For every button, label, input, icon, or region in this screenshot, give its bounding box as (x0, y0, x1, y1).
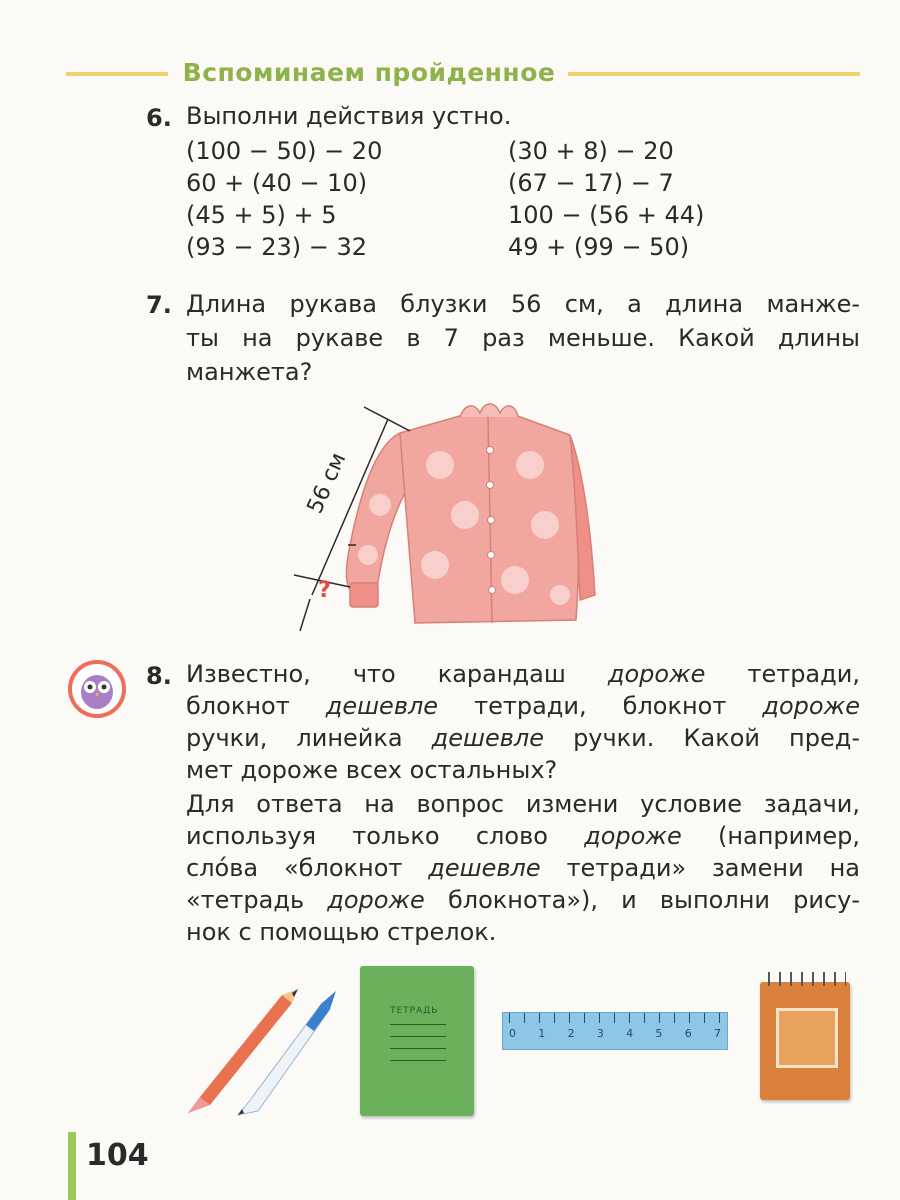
task8-line: мет дороже всех остальных? (186, 756, 558, 784)
task7-line: Длина рукава блузки 56 см, а длина манже- (186, 290, 860, 318)
task8-line: Для ответа на вопрос измени условие задачи, (186, 790, 860, 818)
task8-line: Известно, что карандаш дороже тетради, (186, 660, 860, 688)
pen-icon (238, 991, 336, 1115)
blouse-icon (346, 404, 595, 623)
ruler-icon (502, 1012, 728, 1050)
notepad-icon (760, 982, 850, 1100)
page-number: 104 (86, 1138, 149, 1173)
task8-line: блокнот дешевле тетради, блокнот дороже (186, 692, 860, 720)
section-title: Вспоминаем пройденное (182, 58, 556, 87)
task6-expression: 60 + (40 − 10) (186, 169, 368, 197)
section-header (0, 58, 900, 92)
task8-line: «тетрадь дороже блокнота»), и выполни рису- (186, 886, 860, 914)
task6-expression: 49 + (99 − 50) (508, 233, 690, 261)
task6-instruction: Выполни действия устно. (186, 102, 512, 130)
task6-expression: 100 − (56 + 44) (508, 201, 705, 229)
task6-expression: (100 − 50) − 20 (186, 137, 383, 165)
task6-expression: (93 − 23) − 32 (186, 233, 368, 261)
task8-line: ручки, линейка дешевле ручки. Какой пред- (186, 724, 860, 752)
page-number-bar (68, 1132, 76, 1200)
task6-number: 6. (146, 104, 172, 132)
header-rule-left (66, 72, 168, 76)
pencil-and-pen (180, 985, 340, 1120)
cuff-unknown-label: ? (318, 578, 331, 603)
blouse-illustration (280, 395, 610, 645)
task7-number: 7. (146, 291, 172, 319)
task8-number: 8. (146, 662, 172, 690)
task8-line: сло́ва «блокнот дешевле тетради» замени на (186, 854, 860, 882)
notebook-icon (360, 966, 474, 1116)
owl-icon (68, 660, 126, 718)
task6-expression: (45 + 5) + 5 (186, 201, 337, 229)
task6-expression: (30 + 8) − 20 (508, 137, 674, 165)
header-rule-right (568, 72, 860, 76)
pencil-icon (188, 989, 298, 1113)
ruler-scale: 0 1 2 3 4 5 6 7 (509, 1027, 721, 1040)
task6-expression: (67 − 17) − 7 (508, 169, 674, 197)
sleeve-length-label: 56 см (302, 449, 352, 518)
task8-line: нок с помощью стрелок. (186, 918, 497, 946)
task7-line: манжета? (186, 358, 313, 386)
task8-line: используя только слово дороже (например, (186, 822, 860, 850)
notebook-label: ТЕТРАДЬ (390, 1006, 439, 1016)
task7-line: ты на рукаве в 7 раз меньше. Какой длины (186, 324, 860, 352)
